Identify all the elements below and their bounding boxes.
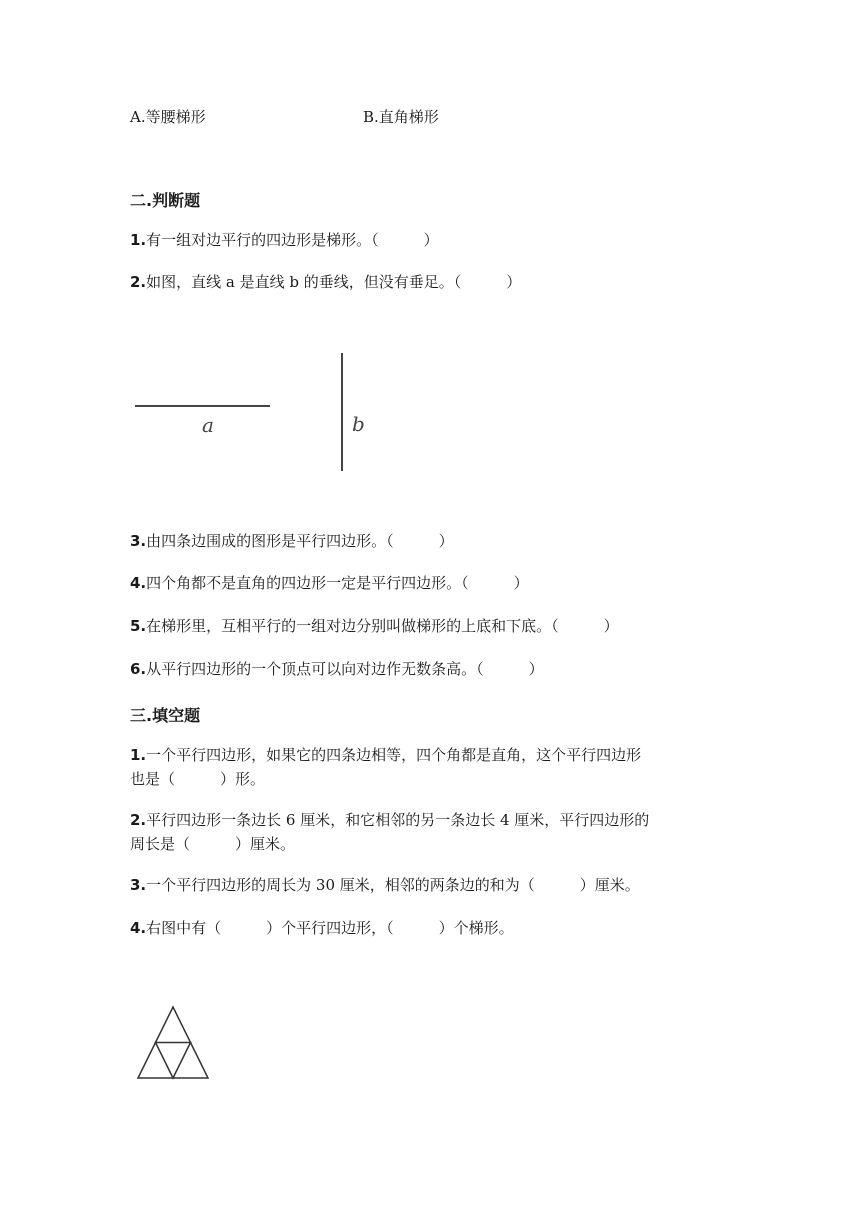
label-a: a <box>202 413 214 437</box>
question-text: 四个角都不是直角的四边形一定是平行四边形。（ ） <box>146 574 529 592</box>
question-number: 6. <box>130 660 147 678</box>
question-text-line2: 也是（ ）形。 <box>130 770 266 788</box>
option-b: B.直角梯形 <box>363 108 439 126</box>
question-text: 在梯形里，互相平行的一组对边分别叫做梯形的上底和下底。（ ） <box>146 617 619 635</box>
question-text-line1: 一个平行四边形，如果它的四条边相等，四个角都是直角，这个平行四边形 <box>146 746 642 764</box>
question-number: 3. <box>130 532 147 550</box>
question-number: 3. <box>130 876 147 894</box>
outer-triangle <box>138 1007 208 1078</box>
question-number: 2. <box>130 273 147 291</box>
fill-question-2 <box>130 809 649 855</box>
question-text: 由四条边围成的图形是平行四边形。（ ） <box>146 532 454 550</box>
question-text: 一个平行四边形的周长为 30 厘米，相邻的两条边的和为（ ）厘米。 <box>146 876 640 894</box>
option-a: A.等腰梯形 <box>130 108 206 126</box>
triangle-figure <box>138 1007 208 1078</box>
inner-triangle <box>156 1043 191 1079</box>
question-text-line2: 周长是（ ）厘米。 <box>130 835 296 853</box>
judgement-question-2 <box>130 271 521 293</box>
question-text: 有一组对边平行的四边形是梯形。（ ） <box>146 231 439 249</box>
fill-question-1 <box>130 744 641 790</box>
question-number: 2. <box>130 811 147 829</box>
section-title-judgement: 二.判断题 <box>130 191 201 210</box>
question-text: 如图，直线 a 是直线 b 的垂线，但没有垂足。（ ） <box>146 273 522 291</box>
question-text-line1: 平行四边形一条边长 6 厘米，和它相邻的另一条边长 4 厘米，平行四边形的 <box>146 811 650 829</box>
question-text: 从平行四边形的一个顶点可以向对边作无数条高。（ ） <box>146 660 544 678</box>
judgement-question-5 <box>130 615 619 637</box>
label-b: b <box>352 412 365 436</box>
question-number: 1. <box>130 746 147 764</box>
fill-question-3 <box>130 874 640 896</box>
judgement-question-6 <box>130 658 544 680</box>
judgement-question-1 <box>130 229 439 251</box>
question-number: 1. <box>130 231 147 249</box>
fill-question-4 <box>130 917 514 939</box>
question-number: 5. <box>130 617 147 635</box>
judgement-question-4 <box>130 572 529 594</box>
question-text: 右图中有（ ）个平行四边形，（ ）个梯形。 <box>146 919 514 937</box>
question-number: 4. <box>130 574 147 592</box>
question-number: 4. <box>130 919 147 937</box>
section-title-fill-in: 三.填空题 <box>130 706 201 725</box>
judgement-question-3 <box>130 530 454 552</box>
